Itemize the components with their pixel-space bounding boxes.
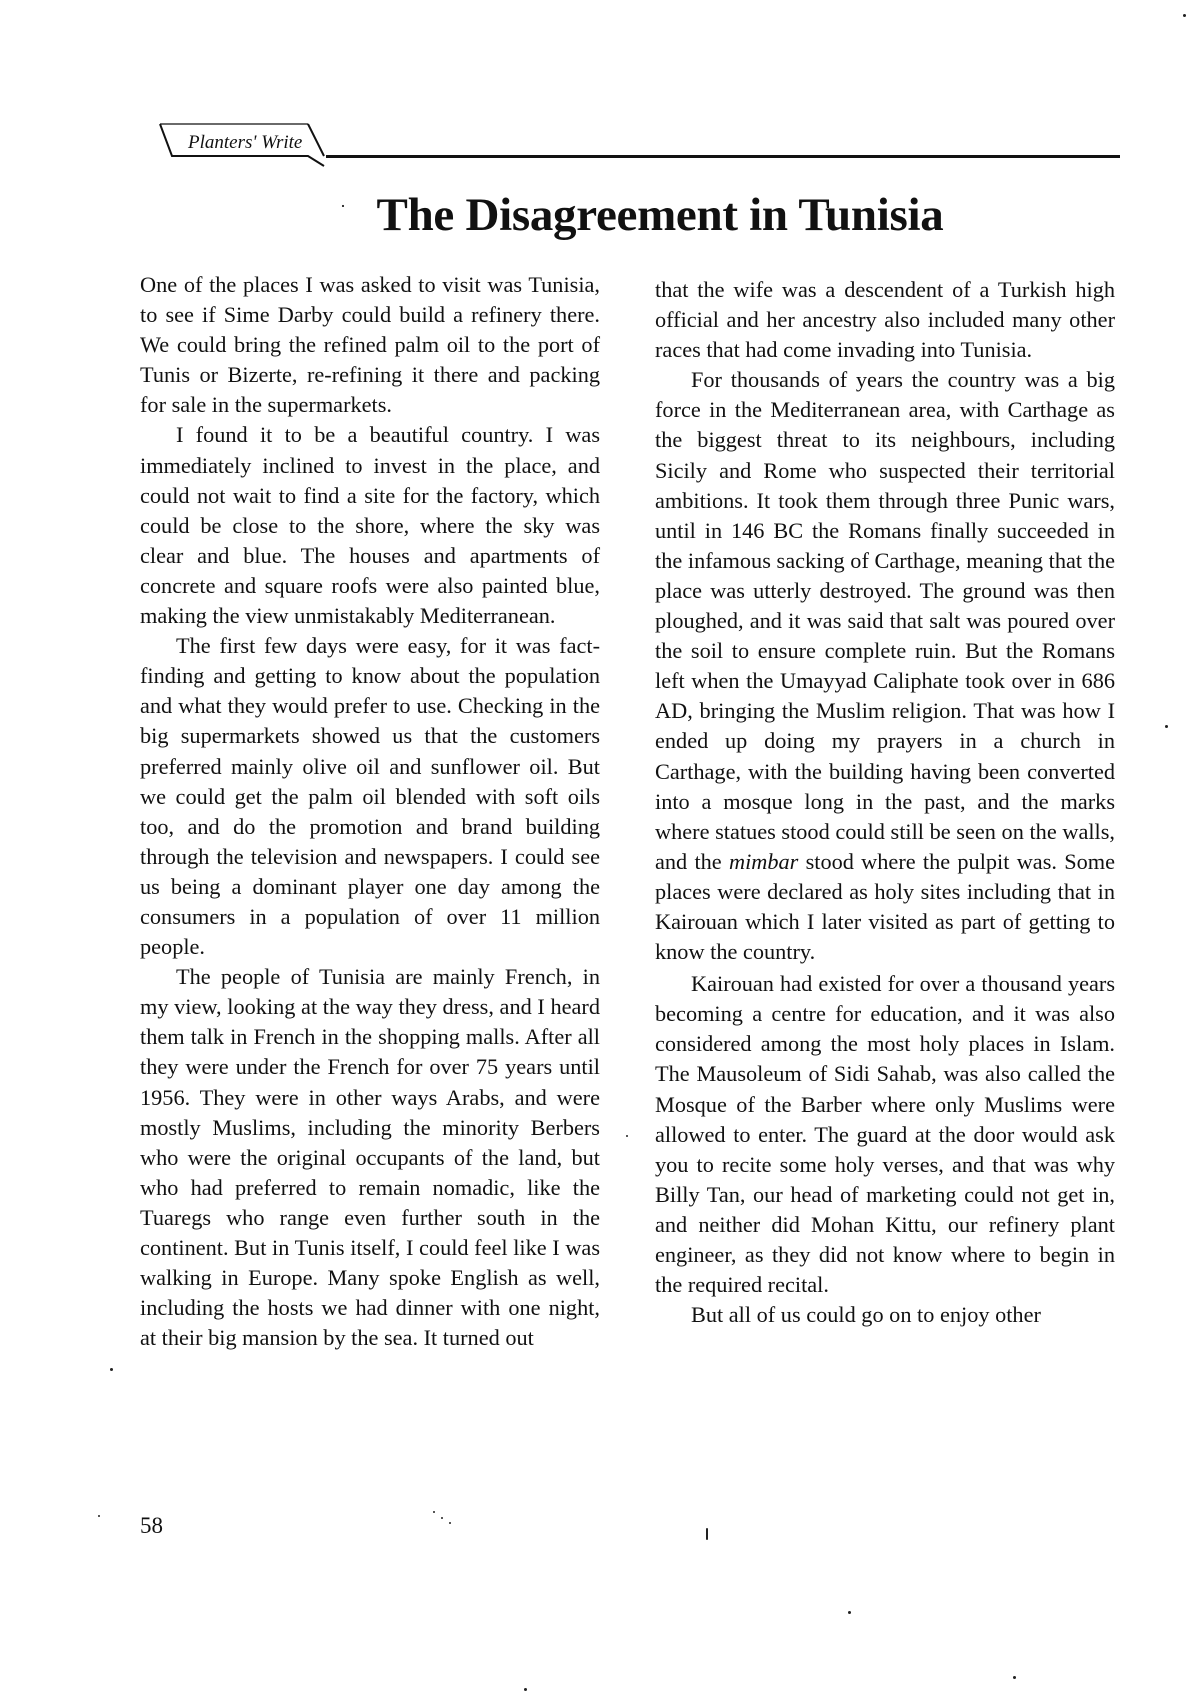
scan-speck xyxy=(110,1368,113,1371)
section-header xyxy=(158,122,1120,170)
section-label: Planters' Write xyxy=(188,132,303,153)
paragraph: But all of us could go on to enjoy other xyxy=(691,1302,1041,1328)
scan-speck xyxy=(706,1528,708,1540)
paragraph: I found it to be a beautiful country. I was immediately inclined to invest in the place, and could not wait to find a site for the factory, which could be close to the shore, where the sky was clear and blue. The houses and apartments of concrete and square roofs were also painted blue, making the view unmistakably Mediterranean. xyxy=(140,422,600,629)
scan-speck xyxy=(524,1688,527,1691)
article-title: The Disagreement in Tunisia xyxy=(376,189,944,241)
paragraph-text: For thousands of years the country was a big force in the Mediterranean area, with Carthage as the biggest threat to its neighbours, including Sicily and Rome who suspected their territorial ambitions. It took them through three Punic wars, until in 146 BC the Romans finally succeeded in the infamous sacking of Carthage, meaning that the place was utterly destroyed. The ground was then ploughed, and it was said that salt was poured over the soil to ensure complete ruin. But the Romans left when the Umayyad Caliphate took over in 686 AD, bringing the Muslim religion. That was how I ended up doing my prayers in a church in Carthage, with the building having been converted into a mosque long in the past, and the marks where statues stood could still be seen on the walls, and the xyxy=(655,367,1115,874)
scan-speck xyxy=(433,1511,435,1513)
paragraph: Kairouan had existed for over a thousand years becoming a centre for education, and it was also considered among the most holy places in Islam. The Mausoleum of Sidi Sahab, was also called the Mosque of the Barber where only Muslims were allowed to enter. The guard at the door would ask you to recite some holy verses, and that was why Billy Tan, our head of marketing could not get in, and neither did Mohan Kittu, our refinery plant engineer, as they did not know where to begin in the required recital. xyxy=(655,971,1115,1298)
section-tab xyxy=(158,122,328,166)
title-speck: · xyxy=(340,196,346,216)
scan-speck xyxy=(848,1611,851,1614)
page-number: 58 xyxy=(140,1513,163,1538)
scan-speck xyxy=(441,1517,443,1519)
paragraph-text: stood where the pulpit was. Some places were declared as holy sites including that in Kairouan which I later visited as part of getting to know the country. xyxy=(655,848,1115,965)
header-rule xyxy=(326,155,1120,158)
right-column xyxy=(655,275,1115,1330)
scan-speck xyxy=(98,1515,100,1517)
paragraph: The people of Tunisia are mainly French, in my view, looking at the way they dress, and I heard them talk in French in the shopping malls. After all they were under the French for over 75 years until 1956. They were in other ways Arabs, and were mostly Muslims, including the minority Berbers who were the original occupants of the land, but who had preferred to remain nomadic, like the Tuaregs who range even further south in the continent. But in Tunis itself, I could feel like I was walking in Europe. Many spoke English as well, including the hosts we had dinner with one night, at their big mansion by the sea. It turned out xyxy=(140,964,600,1351)
paragraph: One of the places I was asked to visit was Tunisia, to see if Sime Darby could build a refinery there. We could bring the refined palm oil to the port of Tunis or Bizerte, re-refining it there and packing for sale in the supermarkets. xyxy=(140,272,600,418)
paragraph: The first few days were easy, for it was fact-finding and getting to know about the population and what they would prefer to use. Checking in the big supermarkets showed us that the customers preferred mainly olive oil and sunflower oil. But we could get the palm oil blended with soft oils too, and do the promotion and brand building through the television and newspapers. I could see us being a dominant player one day among the consumers in a population of over 11 million people. xyxy=(140,633,600,960)
scan-speck xyxy=(626,1135,628,1137)
scan-speck xyxy=(1165,725,1168,728)
paragraph xyxy=(655,365,1115,967)
scan-speck xyxy=(1183,14,1186,17)
scan-speck xyxy=(449,1522,451,1524)
italic-term: mimbar xyxy=(728,848,799,874)
left-column xyxy=(140,270,600,1353)
paragraph: that the wife was a descendent of a Turkish high official and her ancestry also included many other races that had come invading into Tunisia. xyxy=(655,277,1115,363)
scan-speck xyxy=(1013,1676,1016,1679)
